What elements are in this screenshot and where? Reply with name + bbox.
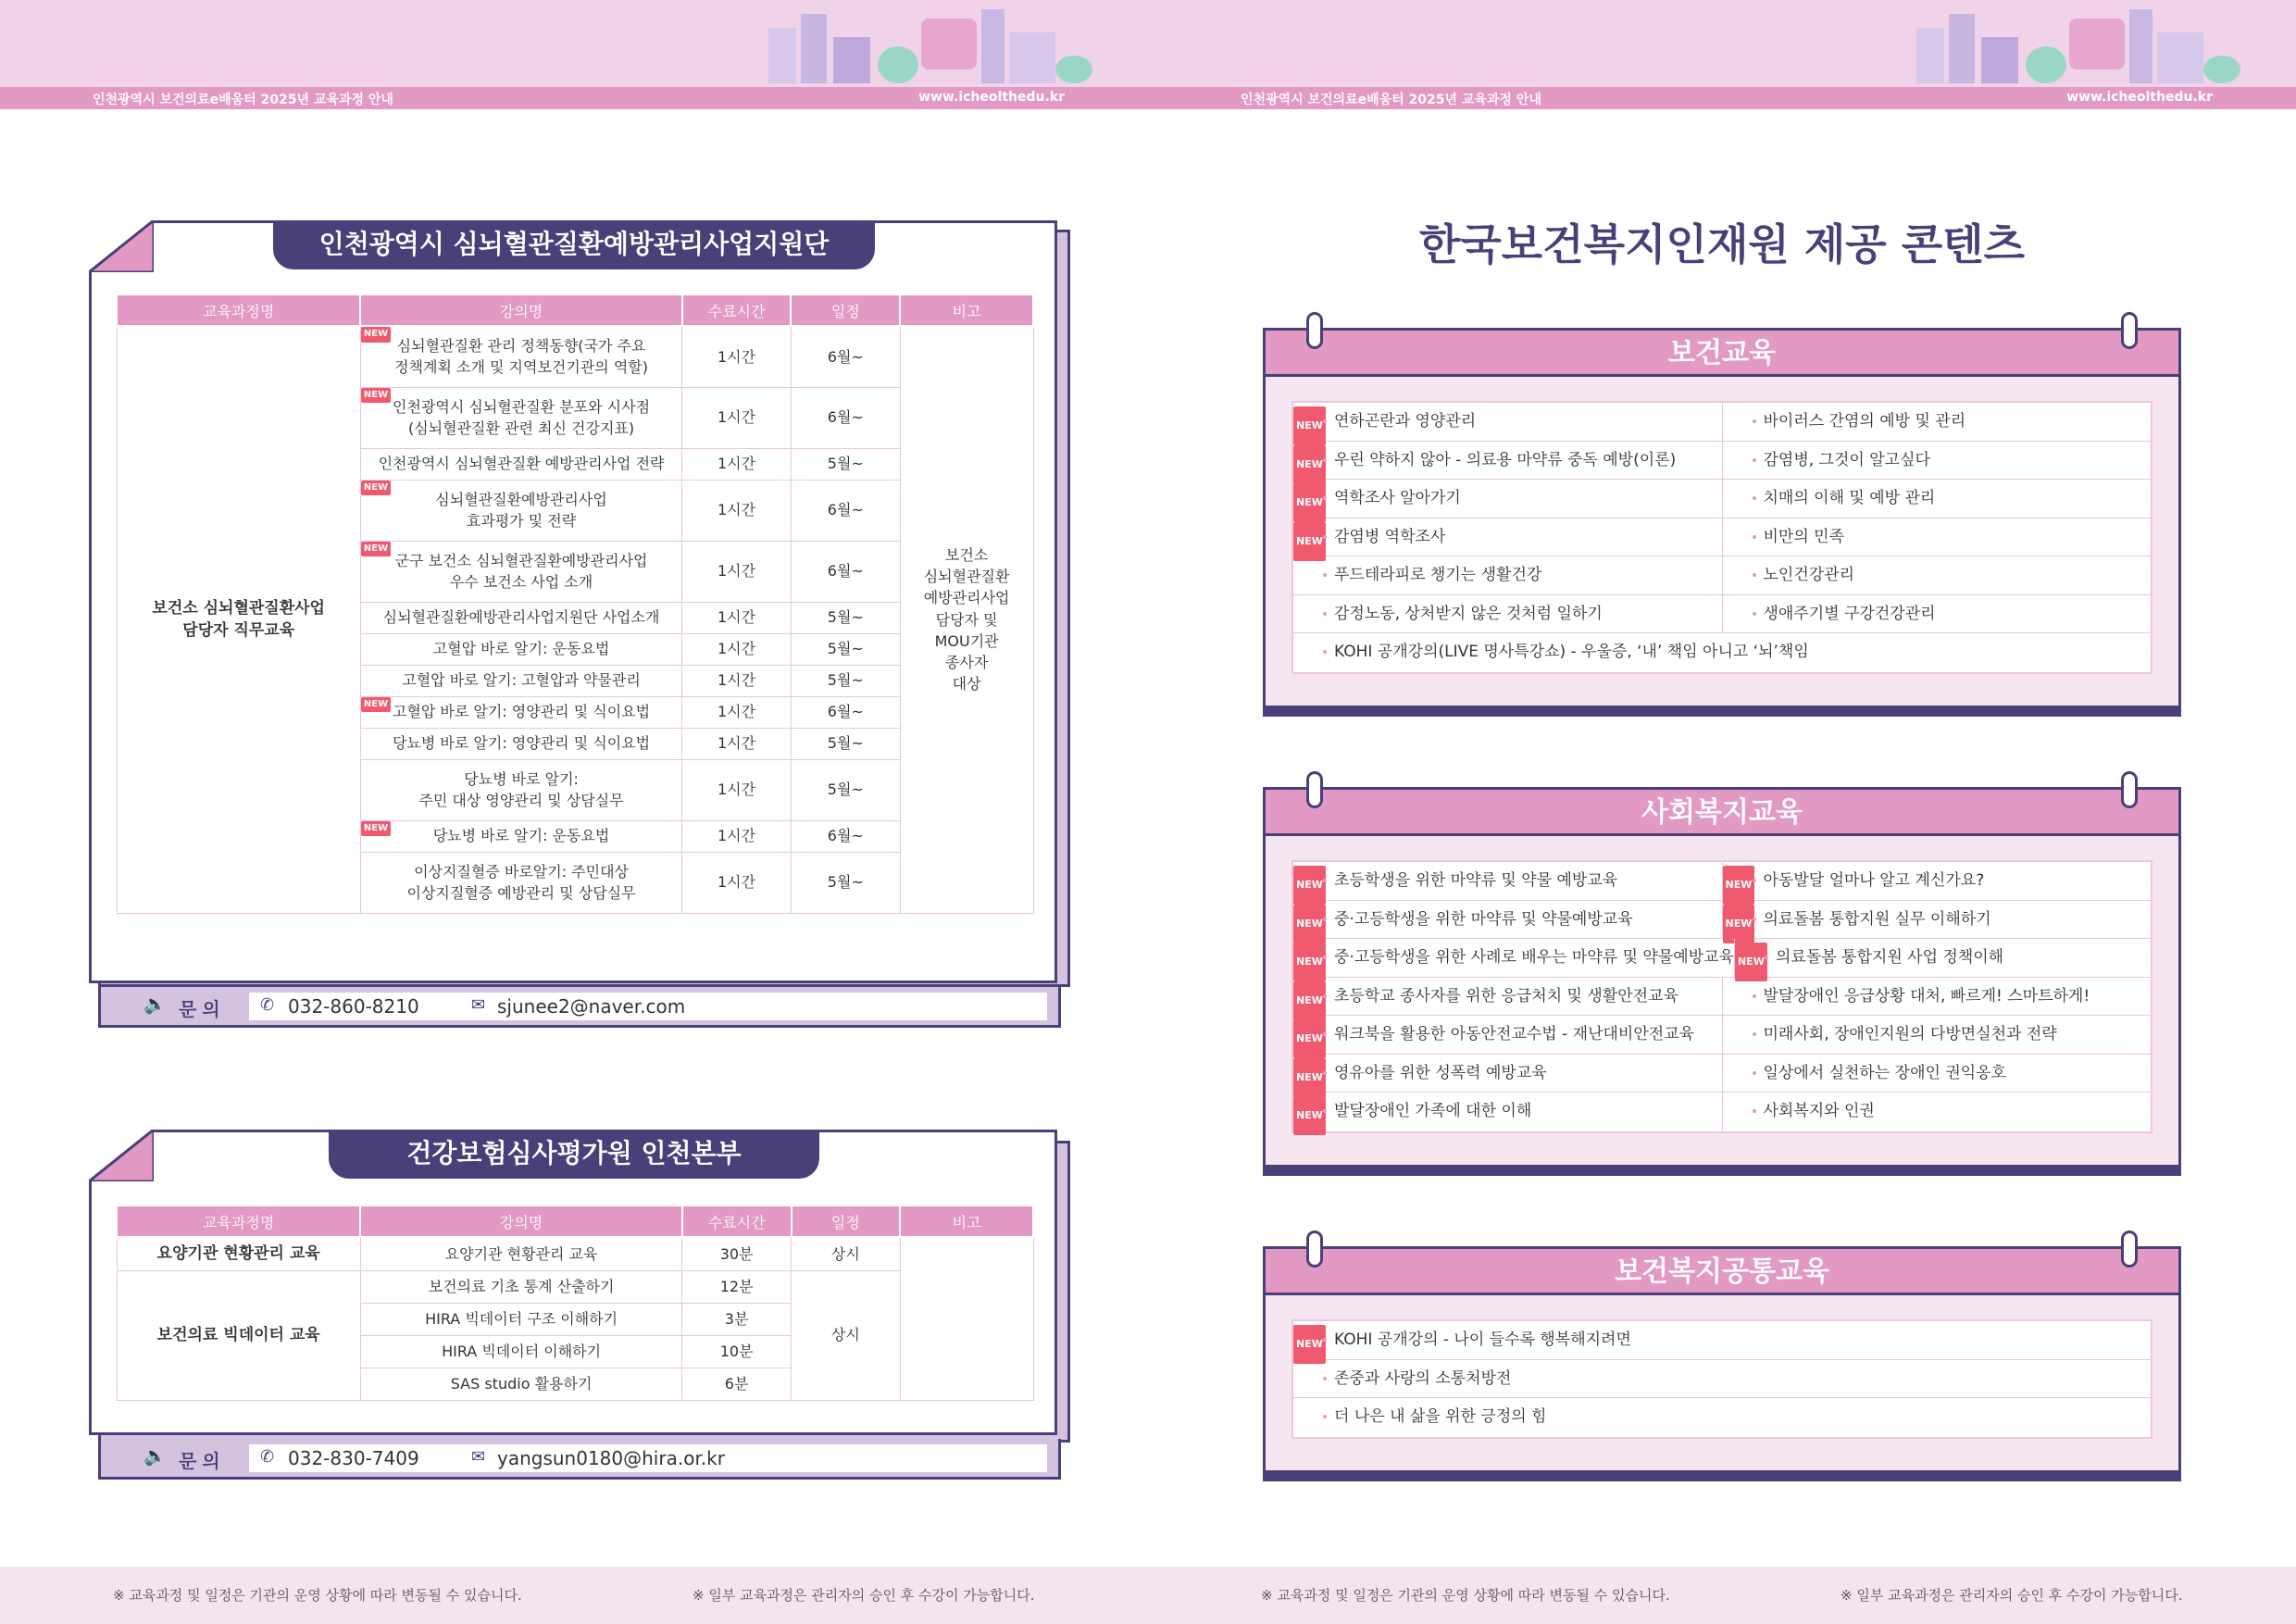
course-item[interactable] [1293, 1321, 2151, 1359]
course-item[interactable] [1722, 518, 2152, 556]
course-item-label: KOHI 공개강의(LIVE 명사특강쇼) - 우울증, ‘내’ 책임 아니고 ‘뇌’책임 [1334, 643, 1809, 661]
course-item[interactable] [1293, 1360, 2151, 1398]
th-note: 비고 [900, 294, 1033, 326]
lecture-time: 10분 [682, 1335, 792, 1368]
calendar-ring-icon [2121, 312, 2138, 349]
lecture-time: 1시간 [682, 696, 792, 728]
course-item[interactable] [1293, 595, 1722, 633]
course-name: 보건의료 빅데이터 교육 [117, 1270, 360, 1400]
calendar-ring-icon [2121, 1230, 2138, 1268]
bullet-icon [1323, 650, 1327, 654]
th-time: 수료시간 [682, 294, 792, 326]
phone-icon: ✆ [260, 995, 275, 1015]
lecture-time: 3분 [682, 1303, 792, 1335]
contact-label: 문의 [179, 1450, 226, 1472]
course-item-label: 발달장애인 응급상황 대처, 빠르게! 스마트하게! [1763, 986, 2090, 1006]
course-name: 요양기관 현황관리 교육 [117, 1237, 360, 1270]
course-item[interactable] [1293, 518, 1722, 556]
bullet-icon [1753, 419, 1756, 423]
common-grid [1292, 1319, 2152, 1439]
lecture-name [360, 633, 681, 665]
new-badge-icon: NEW [361, 821, 391, 837]
new-badge-icon: NEW [1293, 943, 1326, 981]
lecture-name [360, 602, 681, 633]
course-item-label: 의료돌봄 통합지원 실무 이해하기 [1763, 909, 1991, 929]
city-illustration-icon [1907, 0, 2277, 87]
bullet-icon [1323, 458, 1327, 462]
course-item[interactable] [1722, 978, 2152, 1016]
course-item[interactable] [1722, 403, 2152, 441]
course-item[interactable] [1293, 1093, 1722, 1131]
course-item[interactable] [1734, 939, 2151, 977]
lecture-schedule: 6월~ [791, 541, 900, 602]
course-item[interactable] [1293, 862, 1722, 900]
course-item-label: 의료돌봄 통합지원 사업 정책이해 [1775, 948, 2004, 967]
course-item-label: 사회복지와 인권 [1763, 1102, 1875, 1120]
health-panel [1263, 328, 2181, 717]
welfare-grid [1292, 860, 2152, 1133]
lecture-text: 심뇌혈관질환예방관리사업 효과평가 및 전략 [435, 490, 607, 530]
lecture-time: 1시간 [682, 602, 792, 633]
panel-footer [1263, 1165, 2181, 1176]
lecture-time: 1시간 [682, 480, 792, 541]
lecture-text: 고혈압 바로 알기: 영양관리 및 식이요법 [392, 703, 651, 721]
course-item-label: 발달장애인 가족에 대한 이해 [1334, 1102, 1532, 1120]
speaker-icon: 🔈 [144, 993, 167, 1015]
course-item[interactable] [1293, 442, 1722, 480]
course-item-label: 더 나은 내 삶을 위한 긍정의 힘 [1334, 1407, 1547, 1426]
lecture-schedule: 상시 [792, 1237, 901, 1270]
new-badge-icon: NEW [1293, 866, 1326, 905]
lecture-time: 1시간 [682, 387, 792, 448]
th-lecture: 강의명 [360, 1206, 681, 1237]
lecture-time: 1시간 [682, 326, 792, 387]
course-item[interactable] [1722, 1016, 2152, 1054]
header-url[interactable]: www.icheolthedu.kr [918, 90, 1065, 105]
course-item-label: 초등학교 종사자를 위한 응급처치 및 생활안전교육 [1334, 986, 1678, 1006]
bullet-icon [1323, 1415, 1327, 1418]
note-cell [900, 1237, 1033, 1400]
course-item[interactable] [1293, 403, 1722, 441]
bullet-icon [1323, 612, 1327, 616]
section1-title: 인천광역시 심뇌혈관질환예방관리사업지원단 [273, 223, 875, 269]
list-row [1293, 901, 2151, 940]
lecture-schedule: 6월~ [791, 696, 900, 728]
city-illustration-icon [759, 0, 1129, 87]
lecture-name [360, 387, 681, 448]
course-item[interactable] [1722, 1055, 2152, 1093]
bullet-icon [1753, 612, 1756, 616]
common-panel [1263, 1246, 2181, 1481]
header-right [1148, 0, 2296, 109]
bullet-icon [1753, 1109, 1756, 1113]
list-row [1293, 1093, 2151, 1131]
course-item[interactable] [1722, 595, 2152, 633]
th-course: 교육과정명 [117, 1206, 360, 1237]
list-row [1293, 1321, 2151, 1360]
lecture-text: 심뇌혈관질환예방관리사업지원단 사업소개 [382, 608, 660, 627]
lecture-time: 1시간 [682, 852, 792, 913]
bullet-icon [1753, 1071, 1756, 1075]
lecture-text: 당뇨병 바로 알기: 영양관리 및 식이요법 [392, 734, 651, 753]
course-item-label: 푸드테라피로 챙기는 생활건강 [1334, 566, 1542, 584]
list-row [1293, 1055, 2151, 1093]
lecture-name [360, 448, 681, 480]
folded-corner-icon [89, 220, 154, 272]
course-item-label: 감염병 역학조사 [1334, 527, 1446, 546]
course-item-label: 중·고등학생을 위한 사례로 배우는 마약류 및 약물예방교육 [1334, 948, 1734, 967]
course-item-label: 중·고등학생을 위한 마약류 및 약물예방교육 [1334, 909, 1633, 929]
lecture-name [360, 759, 681, 820]
course-item-label: 바이러스 간염의 예방 및 관리 [1763, 412, 1966, 431]
lecture-time: 1시간 [682, 665, 792, 696]
course-item[interactable] [1293, 556, 1722, 594]
panel-footer [1263, 1470, 2181, 1481]
footer-left [0, 1567, 1148, 1624]
header-title: 인천광역시 보건의료e배움터 2025년 교육과정 안내 [1241, 93, 1541, 107]
note-cell: 보건소 심뇌혈관질환 예방관리사업 담당자 및 MOU기관 종사자 대상 [900, 326, 1033, 913]
bullet-icon [1323, 573, 1327, 577]
new-badge-icon: NEW [361, 542, 391, 557]
course-item[interactable] [1293, 480, 1722, 518]
contact-bar [249, 1444, 1047, 1472]
course-item-label: 아동발달 얼마나 알고 계신가요? [1763, 871, 1985, 890]
course-item-label: 비만의 민족 [1763, 527, 1845, 546]
course-item-label: 초등학생을 위한 마약류 및 약물 예방교육 [1334, 871, 1618, 890]
course-item[interactable] [1293, 939, 1734, 977]
course-item-label: 생애주기별 구강건강관리 [1763, 604, 1936, 623]
bullet-icon [1323, 496, 1327, 500]
header-title: 인천광역시 보건의료e배움터 2025년 교육과정 안내 [93, 93, 393, 107]
course-item[interactable] [1722, 556, 2152, 594]
th-note: 비고 [900, 1206, 1033, 1237]
section2-box [89, 1130, 1057, 1435]
bullet-icon [1753, 994, 1756, 998]
lecture-schedule: 5월~ [791, 728, 900, 759]
course-item[interactable] [1293, 1398, 2151, 1437]
bullet-icon [1323, 1032, 1327, 1036]
contact-email[interactable]: yangsun0180@hira.or.kr [497, 1447, 725, 1469]
lecture-time: 1시간 [682, 820, 792, 852]
bullet-icon [1323, 918, 1327, 921]
lecture-schedule: 상시 [792, 1270, 901, 1400]
contact-label: 문의 [179, 998, 226, 1020]
new-badge-icon: NEW [1293, 1325, 1326, 1364]
lecture-text: 고혈압 바로 알기: 고혈압과 약물관리 [402, 671, 641, 690]
bullet-icon [1323, 535, 1327, 539]
lecture-name [360, 326, 681, 387]
course-item-label: 우린 약하지 않아 - 의료용 마약류 중독 예방(이론) [1334, 450, 1677, 469]
th-schedule: 일정 [792, 1206, 901, 1237]
lecture-text: 이상지질혈증 바로알기: 주민대상 이상지질혈증 예방관리 및 상담실무 [406, 862, 636, 902]
mail-icon: ✉ [471, 995, 486, 1015]
footer-note-2: ※ 일부 교육과정은 관리자의 승인 후 수강이 가능합니다. [693, 1587, 1035, 1604]
course-item-label: 워크북을 활용한 아동안전교수법 - 재난대비안전교육 [1334, 1025, 1695, 1043]
phone-icon: ✆ [260, 1447, 275, 1467]
bullet-icon [1323, 1377, 1327, 1380]
health-grid [1292, 401, 2152, 674]
new-badge-icon: NEW [361, 388, 391, 404]
new-badge-icon: NEW [1293, 905, 1326, 943]
bullet-icon [1323, 994, 1327, 998]
calendar-ring-icon [1306, 771, 1323, 808]
section2-contact [98, 1439, 1061, 1480]
contact-phone[interactable]: 032-860-8210 [288, 995, 419, 1018]
lecture-schedule: 6월~ [791, 820, 900, 852]
lecture-schedule: 6월~ [791, 326, 900, 387]
lecture-schedule: 5월~ [791, 448, 900, 480]
lecture-time: 12분 [682, 1270, 792, 1303]
panel-footer [1263, 706, 2181, 717]
folded-corner-icon [89, 1130, 154, 1181]
list-row [1293, 978, 2151, 1017]
footer-note-2: ※ 일부 교육과정은 관리자의 승인 후 수강이 가능합니다. [1841, 1587, 2183, 1604]
course-item[interactable] [1293, 901, 1722, 939]
course-item[interactable] [1722, 901, 2152, 939]
new-badge-icon: NEW [1293, 1019, 1326, 1058]
course-item[interactable] [1722, 1093, 2152, 1131]
new-badge-icon: NEW [361, 481, 391, 496]
bullet-icon [1323, 1109, 1327, 1113]
new-badge-icon: NEW [1735, 943, 1767, 981]
bullet-icon [1753, 918, 1756, 921]
course-item-label: 영유아를 위한 성폭력 예방교육 [1334, 1063, 1547, 1082]
lecture-text: 군구 보건소 심뇌혈관질환예방관리사업 우수 보건소 사업 소개 [394, 551, 648, 591]
header-url[interactable]: www.icheolthedu.kr [2066, 90, 2213, 105]
course-item-label: 감염병, 그것이 알고싶다 [1763, 450, 1930, 469]
footer-note-1: ※ 교육과정 및 일정은 기관의 운영 상황에 따라 변동될 수 있습니다. [113, 1587, 522, 1604]
lecture-name [360, 852, 681, 913]
section1-table [116, 294, 1034, 914]
list-row [1293, 518, 2151, 557]
section1-contact [98, 987, 1061, 1028]
lecture-name: HIRA 빅데이터 이해하기 [360, 1335, 681, 1368]
speaker-icon: 🔈 [144, 1444, 167, 1467]
lecture-time: 30분 [682, 1237, 792, 1270]
footer-right [1148, 1567, 2296, 1624]
list-row [1293, 556, 2151, 595]
contact-bar [249, 993, 1047, 1020]
header-left [0, 0, 1148, 109]
course-item-label: 연하곤란과 영양관리 [1334, 412, 1477, 431]
lecture-schedule: 6월~ [791, 387, 900, 448]
new-badge-icon: NEW [1723, 905, 1755, 943]
list-row [1293, 1360, 2151, 1399]
new-badge-icon: NEW [1293, 445, 1326, 484]
bullet-icon [1323, 879, 1327, 882]
calendar-ring-icon [1306, 312, 1323, 349]
course-item[interactable] [1293, 1055, 1722, 1093]
course-item-label: 노인건강관리 [1763, 566, 1855, 584]
th-course: 교육과정명 [117, 294, 360, 326]
lecture-name [360, 820, 681, 852]
new-badge-icon: NEW [361, 327, 391, 343]
welfare-title: 사회복지교육 [1266, 790, 2178, 836]
lecture-text: 고혈압 바로 알기: 운동요법 [432, 640, 610, 658]
list-row [1293, 442, 2151, 481]
header-strip [1148, 87, 2296, 109]
lecture-name [360, 696, 681, 728]
course-item-label: KOHI 공개강의 - 나이 들수록 행복해지려면 [1334, 1330, 1631, 1349]
lecture-name [360, 665, 681, 696]
bullet-icon [1323, 419, 1327, 423]
course-item-label: 감정노동, 상처받지 않은 것처럼 일하기 [1334, 604, 1603, 623]
lecture-name: 요양기관 현황관리 교육 [360, 1237, 681, 1270]
new-badge-icon: NEW [1293, 522, 1326, 561]
lecture-text: 당뇨병 바로 알기: 운동요법 [432, 827, 610, 845]
lecture-name [360, 728, 681, 759]
lecture-schedule: 5월~ [791, 633, 900, 665]
lecture-time: 1시간 [682, 633, 792, 665]
bullet-icon [1323, 956, 1327, 959]
right-page-title: 한국보건복지인재원 제공 콘텐츠 [1418, 219, 2026, 269]
bullet-icon [1753, 535, 1756, 539]
list-row [1293, 633, 2151, 672]
lecture-name [360, 480, 681, 541]
section2-table [116, 1205, 1034, 1401]
course-item[interactable] [1293, 1016, 1722, 1054]
lecture-time: 1시간 [682, 541, 792, 602]
new-badge-icon: NEW [1293, 1096, 1326, 1135]
list-row [1293, 1016, 2151, 1055]
course-item[interactable] [1722, 480, 2152, 518]
bullet-icon [1753, 458, 1756, 462]
bullet-icon [1323, 1338, 1327, 1342]
calendar-ring-icon [1306, 1230, 1323, 1268]
new-badge-icon: NEW [1293, 981, 1326, 1020]
course-item[interactable] [1722, 862, 2152, 900]
course-item-label: 미래사회, 장애인지원의 다방면실천과 전략 [1763, 1025, 2057, 1043]
list-row [1293, 1398, 2151, 1437]
lecture-schedule: 6월~ [791, 480, 900, 541]
bullet-icon [1753, 1032, 1756, 1036]
th-schedule: 일정 [791, 294, 900, 326]
lecture-name: HIRA 빅데이터 구조 이해하기 [360, 1303, 681, 1335]
health-title: 보건교육 [1266, 331, 2178, 377]
contact-phone[interactable]: 032-830-7409 [288, 1447, 419, 1469]
calendar-ring-icon [2121, 771, 2138, 808]
course-item[interactable] [1722, 442, 2152, 480]
lecture-name: SAS studio 활용하기 [360, 1368, 681, 1400]
new-badge-icon: NEW [1723, 866, 1755, 905]
course-item-label: 일상에서 실천하는 장애인 권익옹호 [1763, 1063, 2007, 1082]
new-badge-icon: NEW [1293, 483, 1326, 522]
new-badge-icon: NEW [1293, 406, 1326, 445]
common-title: 보건복지공통교육 [1266, 1249, 2178, 1295]
course-item-label: 존중과 사랑의 소통처방전 [1334, 1368, 1512, 1388]
section1-box [89, 220, 1057, 983]
lecture-time: 6분 [682, 1368, 792, 1400]
lecture-text: 인천광역시 심뇌혈관질환 분포와 시사점 (심뇌혈관질환 관련 최신 건강지표) [393, 397, 651, 437]
contact-email[interactable]: sjunee2@naver.com [497, 995, 686, 1018]
lecture-time: 1시간 [682, 759, 792, 820]
list-row [1293, 403, 2151, 442]
lecture-name: 보건의료 기초 통계 산출하기 [360, 1270, 681, 1303]
new-badge-icon: NEW [361, 697, 391, 713]
new-badge-icon: NEW [1293, 1058, 1326, 1097]
lecture-name [360, 541, 681, 602]
section2-title: 건강보험심사평가원 인천본부 [329, 1132, 819, 1179]
list-row [1293, 939, 2151, 978]
list-row [1293, 595, 2151, 634]
bullet-icon [1323, 1071, 1327, 1075]
footer-note-1: ※ 교육과정 및 일정은 기관의 운영 상황에 따라 변동될 수 있습니다. [1261, 1587, 1670, 1604]
lecture-time: 1시간 [682, 448, 792, 480]
course-item[interactable] [1293, 978, 1722, 1016]
mail-icon: ✉ [471, 1447, 486, 1467]
list-row [1293, 480, 2151, 518]
lecture-schedule: 5월~ [791, 665, 900, 696]
bullet-icon [1753, 573, 1756, 577]
lecture-time: 1시간 [682, 728, 792, 759]
lecture-schedule: 5월~ [791, 852, 900, 913]
header-strip [0, 87, 1148, 109]
welfare-panel [1263, 787, 2181, 1176]
th-time: 수료시간 [682, 1206, 792, 1237]
course-item-label: 역학조사 알아가기 [1334, 489, 1461, 507]
bullet-icon [1753, 879, 1756, 882]
list-row [1293, 862, 2151, 901]
lecture-schedule: 5월~ [791, 759, 900, 820]
course-item[interactable] [1293, 633, 2151, 672]
lecture-text: 심뇌혈관질환 관리 정책동향(국가 주요 정책계획 소개 및 지역보건기관의 역할) [394, 337, 648, 377]
th-lecture: 강의명 [360, 294, 681, 326]
lecture-text: 당뇨병 바로 알기: 주민 대상 영양관리 및 상담실무 [418, 769, 624, 809]
lecture-text: 인천광역시 심뇌혈관질환 예방관리사업 전략 [378, 455, 665, 473]
bullet-icon [1753, 496, 1756, 500]
lecture-schedule: 5월~ [791, 602, 900, 633]
course-item-label: 치매의 이해 및 예방 관리 [1763, 489, 1936, 507]
course-name: 보건소 심뇌혈관질환사업 담당자 직무교육 [117, 326, 360, 913]
bullet-icon [1765, 956, 1768, 959]
